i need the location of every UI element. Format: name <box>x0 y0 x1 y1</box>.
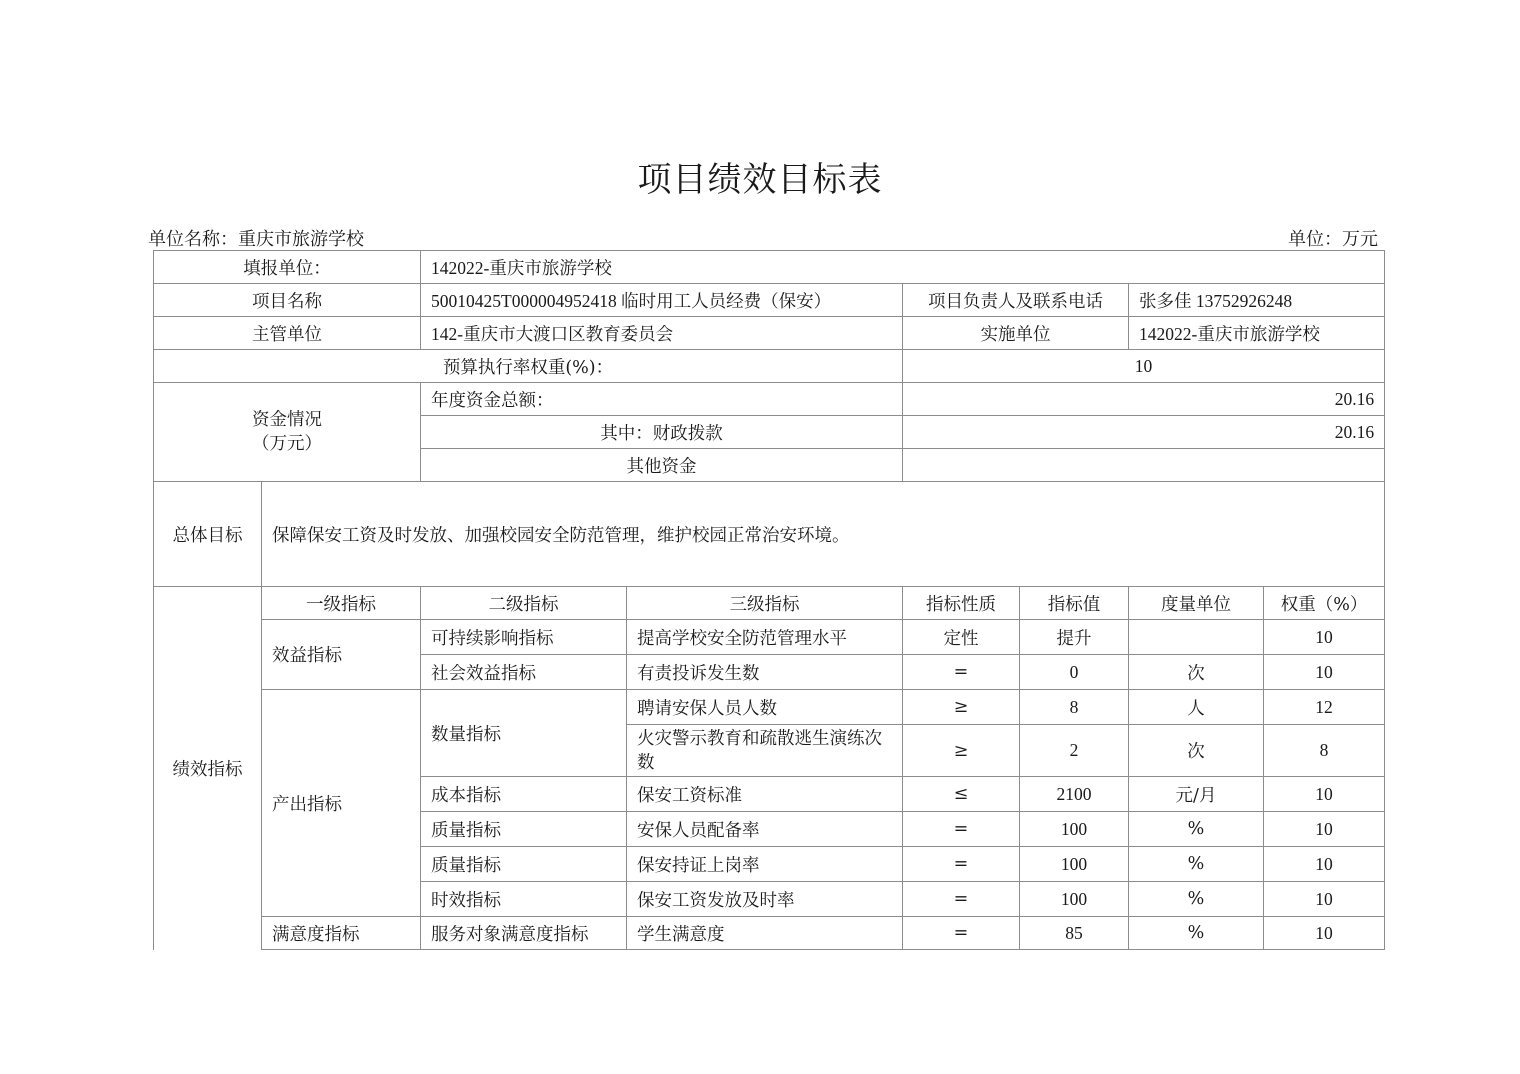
unit-cell: 元/月 <box>1129 777 1264 812</box>
table-row <box>154 917 1385 950</box>
nature-cell: 定性 <box>903 620 1020 655</box>
level3-cell: 火灾警示教育和疏散逃生演练次数 <box>627 725 903 777</box>
nature-cell: = <box>903 812 1020 847</box>
level2-cell: 质量指标 <box>421 847 627 882</box>
level3-cell: 保安工资发放及时率 <box>627 882 903 917</box>
unit-cell: % <box>1129 847 1264 882</box>
header-nature: 指标性质 <box>903 587 1020 620</box>
funds-label-line2: （万元） <box>252 434 322 454</box>
level2-cell: 数量指标 <box>421 690 627 777</box>
value-cell: 2100 <box>1020 777 1129 812</box>
unit-cell: 人 <box>1129 690 1264 725</box>
contact-value: 张多佳 13752926248 <box>1129 284 1385 317</box>
impl-unit-label: 实施单位 <box>903 317 1129 350</box>
value-cell: 100 <box>1020 847 1129 882</box>
level1-output: 产出指标 <box>262 690 421 917</box>
level2-cell: 成本指标 <box>421 777 627 812</box>
budget-rate-value: 10 <box>903 350 1385 383</box>
level3-cell: 保安持证上岗率 <box>627 847 903 882</box>
supervisor-label: 主管单位 <box>154 317 421 350</box>
level3-cell: 保安工资标准 <box>627 777 903 812</box>
budget-rate-row <box>154 350 1385 383</box>
nature-cell: ≥ <box>903 725 1020 777</box>
level3-cell: 提高学校安全防范管理水平 <box>627 620 903 655</box>
weight-cell: 10 <box>1264 777 1385 812</box>
weight-cell: 10 <box>1264 917 1385 950</box>
header-unit: 度量单位 <box>1129 587 1264 620</box>
header-value: 指标值 <box>1020 587 1129 620</box>
nature-cell: = <box>903 655 1020 690</box>
header-level3: 三级指标 <box>627 587 903 620</box>
weight-cell: 12 <box>1264 690 1385 725</box>
supervisor-row <box>154 317 1385 350</box>
level3-cell: 有责投诉发生数 <box>627 655 903 690</box>
value-cell: 8 <box>1020 690 1129 725</box>
table-row <box>154 620 1385 655</box>
indicator-section-label: 绩效指标 <box>154 587 262 950</box>
funds-total-value: 20.16 <box>903 383 1385 416</box>
unit-cell: % <box>1129 882 1264 917</box>
header-level2: 二级指标 <box>421 587 627 620</box>
level2-cell: 质量指标 <box>421 812 627 847</box>
contact-label: 项目负责人及联系电话 <box>903 284 1129 317</box>
value-cell: 提升 <box>1020 620 1129 655</box>
funds-total-label: 年度资金总额： <box>421 383 903 416</box>
goal-row <box>154 482 1385 587</box>
unit-cell: % <box>1129 812 1264 847</box>
funds-fiscal-label: 其中：财政拨款 <box>421 416 903 449</box>
level2-cell: 社会效益指标 <box>421 655 627 690</box>
level2-cell: 服务对象满意度指标 <box>421 917 627 950</box>
nature-cell: = <box>903 917 1020 950</box>
header-weight: 权重（%） <box>1264 587 1385 620</box>
funds-label-line1: 资金情况 <box>252 410 322 430</box>
funds-other-value <box>903 449 1385 482</box>
table-row <box>154 690 1385 725</box>
level3-cell: 学生满意度 <box>627 917 903 950</box>
header-level1: 一级指标 <box>262 587 421 620</box>
supervisor-value: 142-重庆市大渡口区教育委员会 <box>421 317 903 350</box>
funds-other-label: 其他资金 <box>421 449 903 482</box>
fill-unit-row <box>154 251 1385 284</box>
weight-cell: 10 <box>1264 812 1385 847</box>
nature-cell: ≤ <box>903 777 1020 812</box>
indicator-header-row <box>154 587 1385 620</box>
unit-cell: 次 <box>1129 655 1264 690</box>
funds-total-row <box>154 383 1385 416</box>
value-cell: 100 <box>1020 882 1129 917</box>
project-name-label: 项目名称 <box>154 284 421 317</box>
weight-cell: 10 <box>1264 620 1385 655</box>
level2-cell: 时效指标 <box>421 882 627 917</box>
level3-cell: 安保人员配备率 <box>627 812 903 847</box>
weight-cell: 10 <box>1264 847 1385 882</box>
funds-fiscal-value: 20.16 <box>903 416 1385 449</box>
unit-cell <box>1129 620 1264 655</box>
unit-cell: % <box>1129 917 1264 950</box>
budget-rate-label: 预算执行率权重(%)： <box>154 350 903 383</box>
currency-unit: 单位：万元 <box>1288 229 1378 250</box>
project-name-value: 50010425T000004952418 临时用工人员经费（保安） <box>421 284 903 317</box>
value-cell: 0 <box>1020 655 1129 690</box>
level1-benefit: 效益指标 <box>262 620 421 690</box>
performance-target-table <box>153 250 1385 950</box>
value-cell: 85 <box>1020 917 1129 950</box>
impl-unit-value: 142022-重庆市旅游学校 <box>1129 317 1385 350</box>
goal-text: 保障保安工资及时发放、加强校园安全防范管理，维护校园正常治安环境。 <box>262 482 1385 587</box>
value-cell: 100 <box>1020 812 1129 847</box>
fill-unit-value: 142022-重庆市旅游学校 <box>421 251 1385 284</box>
funds-label <box>154 383 421 482</box>
nature-cell: ≥ <box>903 690 1020 725</box>
unit-name: 单位名称：重庆市旅游学校 <box>148 229 364 250</box>
weight-cell: 8 <box>1264 725 1385 777</box>
goal-label: 总体目标 <box>154 482 262 587</box>
nature-cell: = <box>903 847 1020 882</box>
document-title: 项目绩效目标表 <box>637 160 883 200</box>
level1-satisfaction: 满意度指标 <box>262 917 421 950</box>
project-name-row <box>154 284 1385 317</box>
value-cell: 2 <box>1020 725 1129 777</box>
weight-cell: 10 <box>1264 882 1385 917</box>
nature-cell: = <box>903 882 1020 917</box>
unit-cell: 次 <box>1129 725 1264 777</box>
weight-cell: 10 <box>1264 655 1385 690</box>
fill-unit-label: 填报单位： <box>154 251 421 284</box>
level3-cell: 聘请安保人员人数 <box>627 690 903 725</box>
level2-cell: 可持续影响指标 <box>421 620 627 655</box>
